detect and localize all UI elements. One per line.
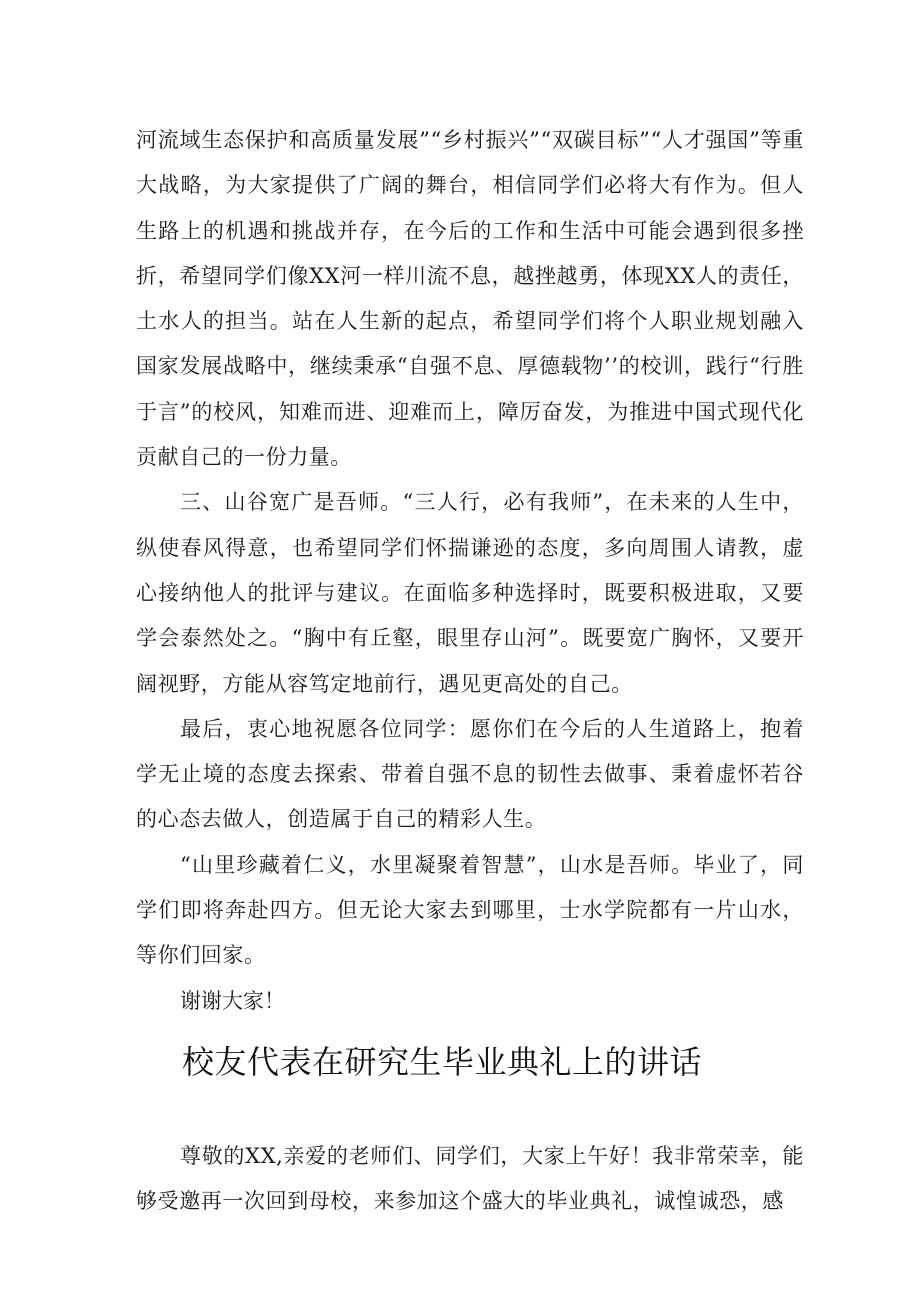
speech-title: 校友代表在研究生毕业典礼上的讲话 xyxy=(182,1042,703,1081)
second-speech-paragraph-1: 尊敬的XX,亲爱的老师们、同学们，大家上午好！我非常荣幸，能够受邀再一次回到母校，来参加这个盛大的毕业典礼，诚惶诚恐，感 xyxy=(136,1143,804,1213)
paragraph-1: 河流域生态保护和高质量发展”“乡村振兴”“双碳目标”“人才强国”等重大战略，为大家提供了广阔的舞台，相信同学们必将大有作为。但人生路上的机遇和挑战并存，在今后的工作和生活中可能会遇到很多挫折，希望同学们像XX河一样川流不息，越挫越勇，体现XX人的责任，土水人的担当。站在人生新的起点，希望同学们将个人职业规划融入国家发展战略中，继续秉承“自强不息、厚德载物’’的校训，践行“行胜于言”的校风，知难而进、迎难而上，障厉奋发，为推进中国式现代化贡献自己的一份力量。 xyxy=(136,128,804,470)
document-body xyxy=(136,118,804,1224)
title-spacer xyxy=(136,1094,804,1134)
paragraph-3: 最后，衷心地祝愿各位同学：愿你们在今后的人生道路上，抱着学无止境的态度去探索、带着自强不息的韧性去做事、秉着虚怀若谷的心态去做人，创造属于自己的精彩人生。 xyxy=(136,716,804,832)
paragraph-2: 三、山谷宽广是吾师。“三人行，必有我师”，在未来的人生中，纵使春风得意，也希望同学们怀揣谦逊的态度，多向周围人请教，虚心接纳他人的批评与建议。在面临多种选择时，既要积极进取，又要学会泰然处之。“胸中有丘壑，眼里存山河”。既要宽广胸怀，又要开阔视野，方能从容笃定地前行，遇见更高处的自己。 xyxy=(136,490,804,696)
closing-thanks: 谢谢大家！ xyxy=(180,988,285,1013)
paragraph-4: “山里珍藏着仁义，水里凝聚着智慧”，山水是吾师。毕业了，同学们即将奔赴四方。但无论大家去到哪里，士水学院都有一片山水，等你们回家。 xyxy=(136,852,804,968)
